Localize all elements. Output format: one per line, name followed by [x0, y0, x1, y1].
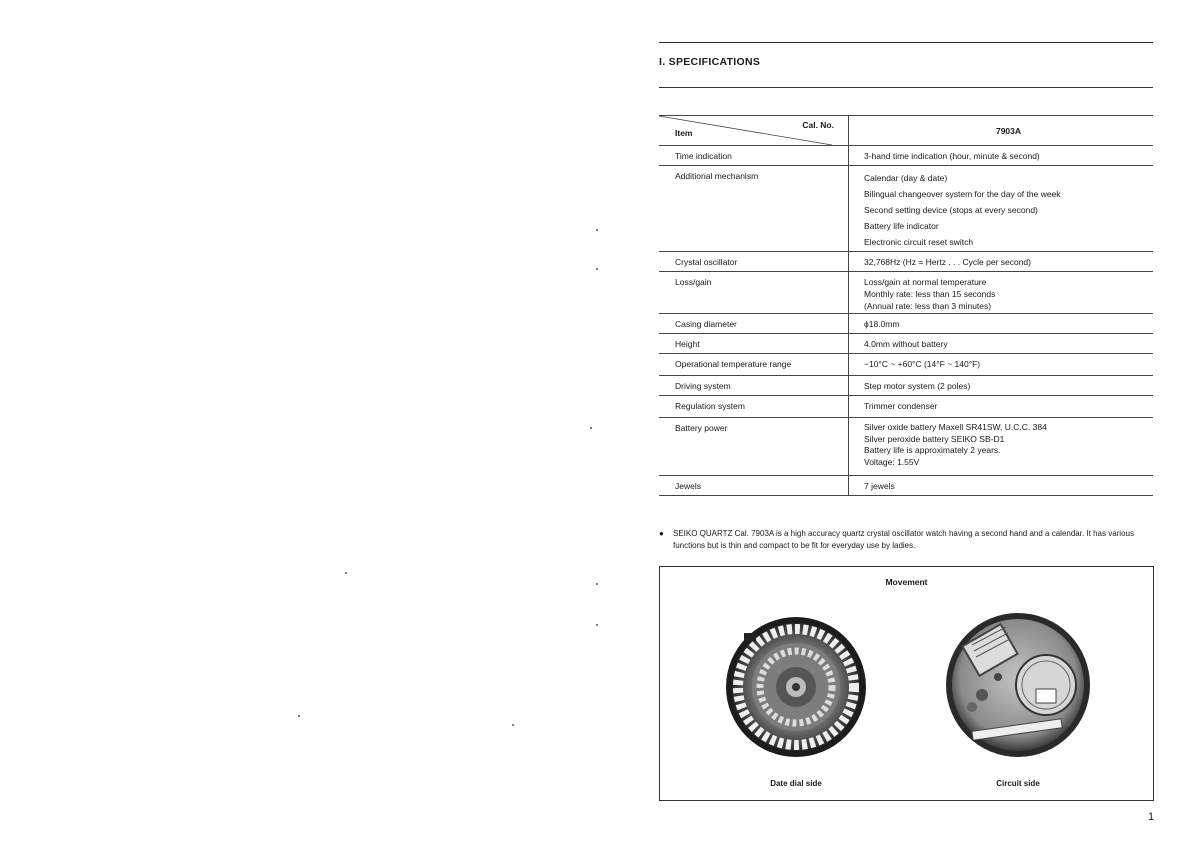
spec-value-line: 3-hand time indication (hour, minute & second) [864, 151, 1040, 161]
table-row [659, 146, 1153, 166]
scan-speck [345, 572, 347, 574]
caption-circuit-side: Circuit side [996, 779, 1040, 788]
header-model-label: 7903A [849, 116, 1154, 146]
spec-item-label: Time indication [659, 146, 849, 166]
spec-value-cell [849, 166, 1154, 252]
caption-date-dial-side: Date dial side [770, 779, 822, 788]
top-rule [659, 42, 1153, 43]
spec-value-line: 4.0mm without battery [864, 339, 948, 349]
spec-value-line: Loss/gain at normal temperature [864, 277, 987, 287]
description-note [659, 528, 1153, 552]
spec-item-label: Casing diameter [659, 314, 849, 334]
spec-value-cell [849, 252, 1154, 272]
spec-value-line: Second setting device (stops at every second) [864, 205, 1038, 215]
spec-value-line: Calendar (day & date) [864, 173, 948, 183]
spec-value-line: Electronic circuit reset switch [864, 237, 974, 247]
header-cal-no-label: Cal. No. [802, 120, 834, 130]
scan-speck [298, 715, 300, 717]
spec-value-cell [849, 272, 1154, 314]
scan-speck [596, 624, 598, 626]
table-row [659, 314, 1153, 334]
table-row [659, 334, 1153, 354]
spec-item-label: Crystal oscillator [659, 252, 849, 272]
table-row [659, 476, 1153, 496]
table-row [659, 354, 1153, 376]
movement-figure [659, 566, 1154, 801]
spec-value-cell [849, 396, 1154, 418]
spec-value-line: Bilingual changeover system for the day of the week [864, 189, 1061, 199]
spec-value-cell [849, 314, 1154, 334]
spec-item-label: Additional mechanism [659, 166, 849, 252]
spec-value-cell [849, 354, 1154, 376]
scan-speck [596, 229, 598, 231]
spec-value-line: Battery life indicator [864, 221, 939, 231]
spec-item-label: Driving system [659, 376, 849, 396]
table-row [659, 252, 1153, 272]
page-number: 1 [1148, 811, 1155, 823]
note-text: SEIKO QUARTZ Cal. 7903A is a high accuracy quartz crystal oscillator watch having a second hand and a calendar. It has various functions but is thin and compact to be fit for everyday use by ladies. [673, 529, 1134, 550]
spec-item-label: Jewels [659, 476, 849, 496]
spec-item-label: Operational temperature range [659, 354, 849, 376]
spec-value-line: Silver oxide battery Maxell SR41SW, U.C.C. 384 [864, 422, 1047, 432]
circuit-side-photo [942, 607, 1094, 759]
spec-value-line: Voltage: 1.55V [864, 456, 920, 467]
scan-speck [596, 583, 598, 585]
table-body [659, 146, 1153, 496]
spec-value-line: Trimmer condenser [864, 401, 938, 411]
spec-item-label: Height [659, 334, 849, 354]
spec-item-label: Regulation system [659, 396, 849, 418]
figure-title: Movement [885, 577, 928, 587]
spec-value-cell [849, 334, 1154, 354]
section-title: I. SPECIFICATIONS [659, 56, 761, 68]
spec-value-cell [849, 146, 1154, 166]
title-rule [659, 87, 1153, 88]
spec-value-cell [849, 376, 1154, 396]
spec-value-cell [849, 476, 1154, 496]
bullet-icon: ● [659, 529, 664, 538]
spec-value-line: Silver peroxide battery SEIKO SB-D1 [864, 433, 1005, 444]
spec-value-line: Battery life is approximately 2 years. [864, 445, 1001, 455]
spec-item-label: Loss/gain [659, 272, 849, 314]
header-item-label: Item [675, 128, 693, 138]
scan-speck [596, 268, 598, 270]
spec-value-line: −10°C ~ +60°C (14°F ~ 140°F) [864, 359, 981, 369]
table-header-row [659, 116, 1153, 146]
scan-speck [590, 427, 592, 429]
table-row [659, 418, 1153, 476]
spec-value-line: ϕ18.0mm [864, 319, 900, 329]
specifications-table [659, 115, 1153, 496]
table-row [659, 272, 1153, 314]
table-row [659, 376, 1153, 396]
spec-value-line: 32,768Hz (Hz = Hertz . . . Cycle per second) [864, 257, 1031, 267]
table-row [659, 396, 1153, 418]
spec-item-label: Battery power [659, 418, 849, 476]
spec-value-line: Step motor system (2 poles) [864, 381, 971, 391]
table-row [659, 166, 1153, 252]
scan-speck [512, 724, 514, 726]
spec-value-line: Monthly rate: less than 15 seconds [864, 289, 996, 299]
date-dial-photo [724, 615, 868, 759]
spec-value-cell [849, 418, 1154, 476]
spec-value-line: 7 jewels [864, 481, 895, 491]
spec-value-line: (Annual rate: less than 3 minutes) [864, 301, 992, 311]
